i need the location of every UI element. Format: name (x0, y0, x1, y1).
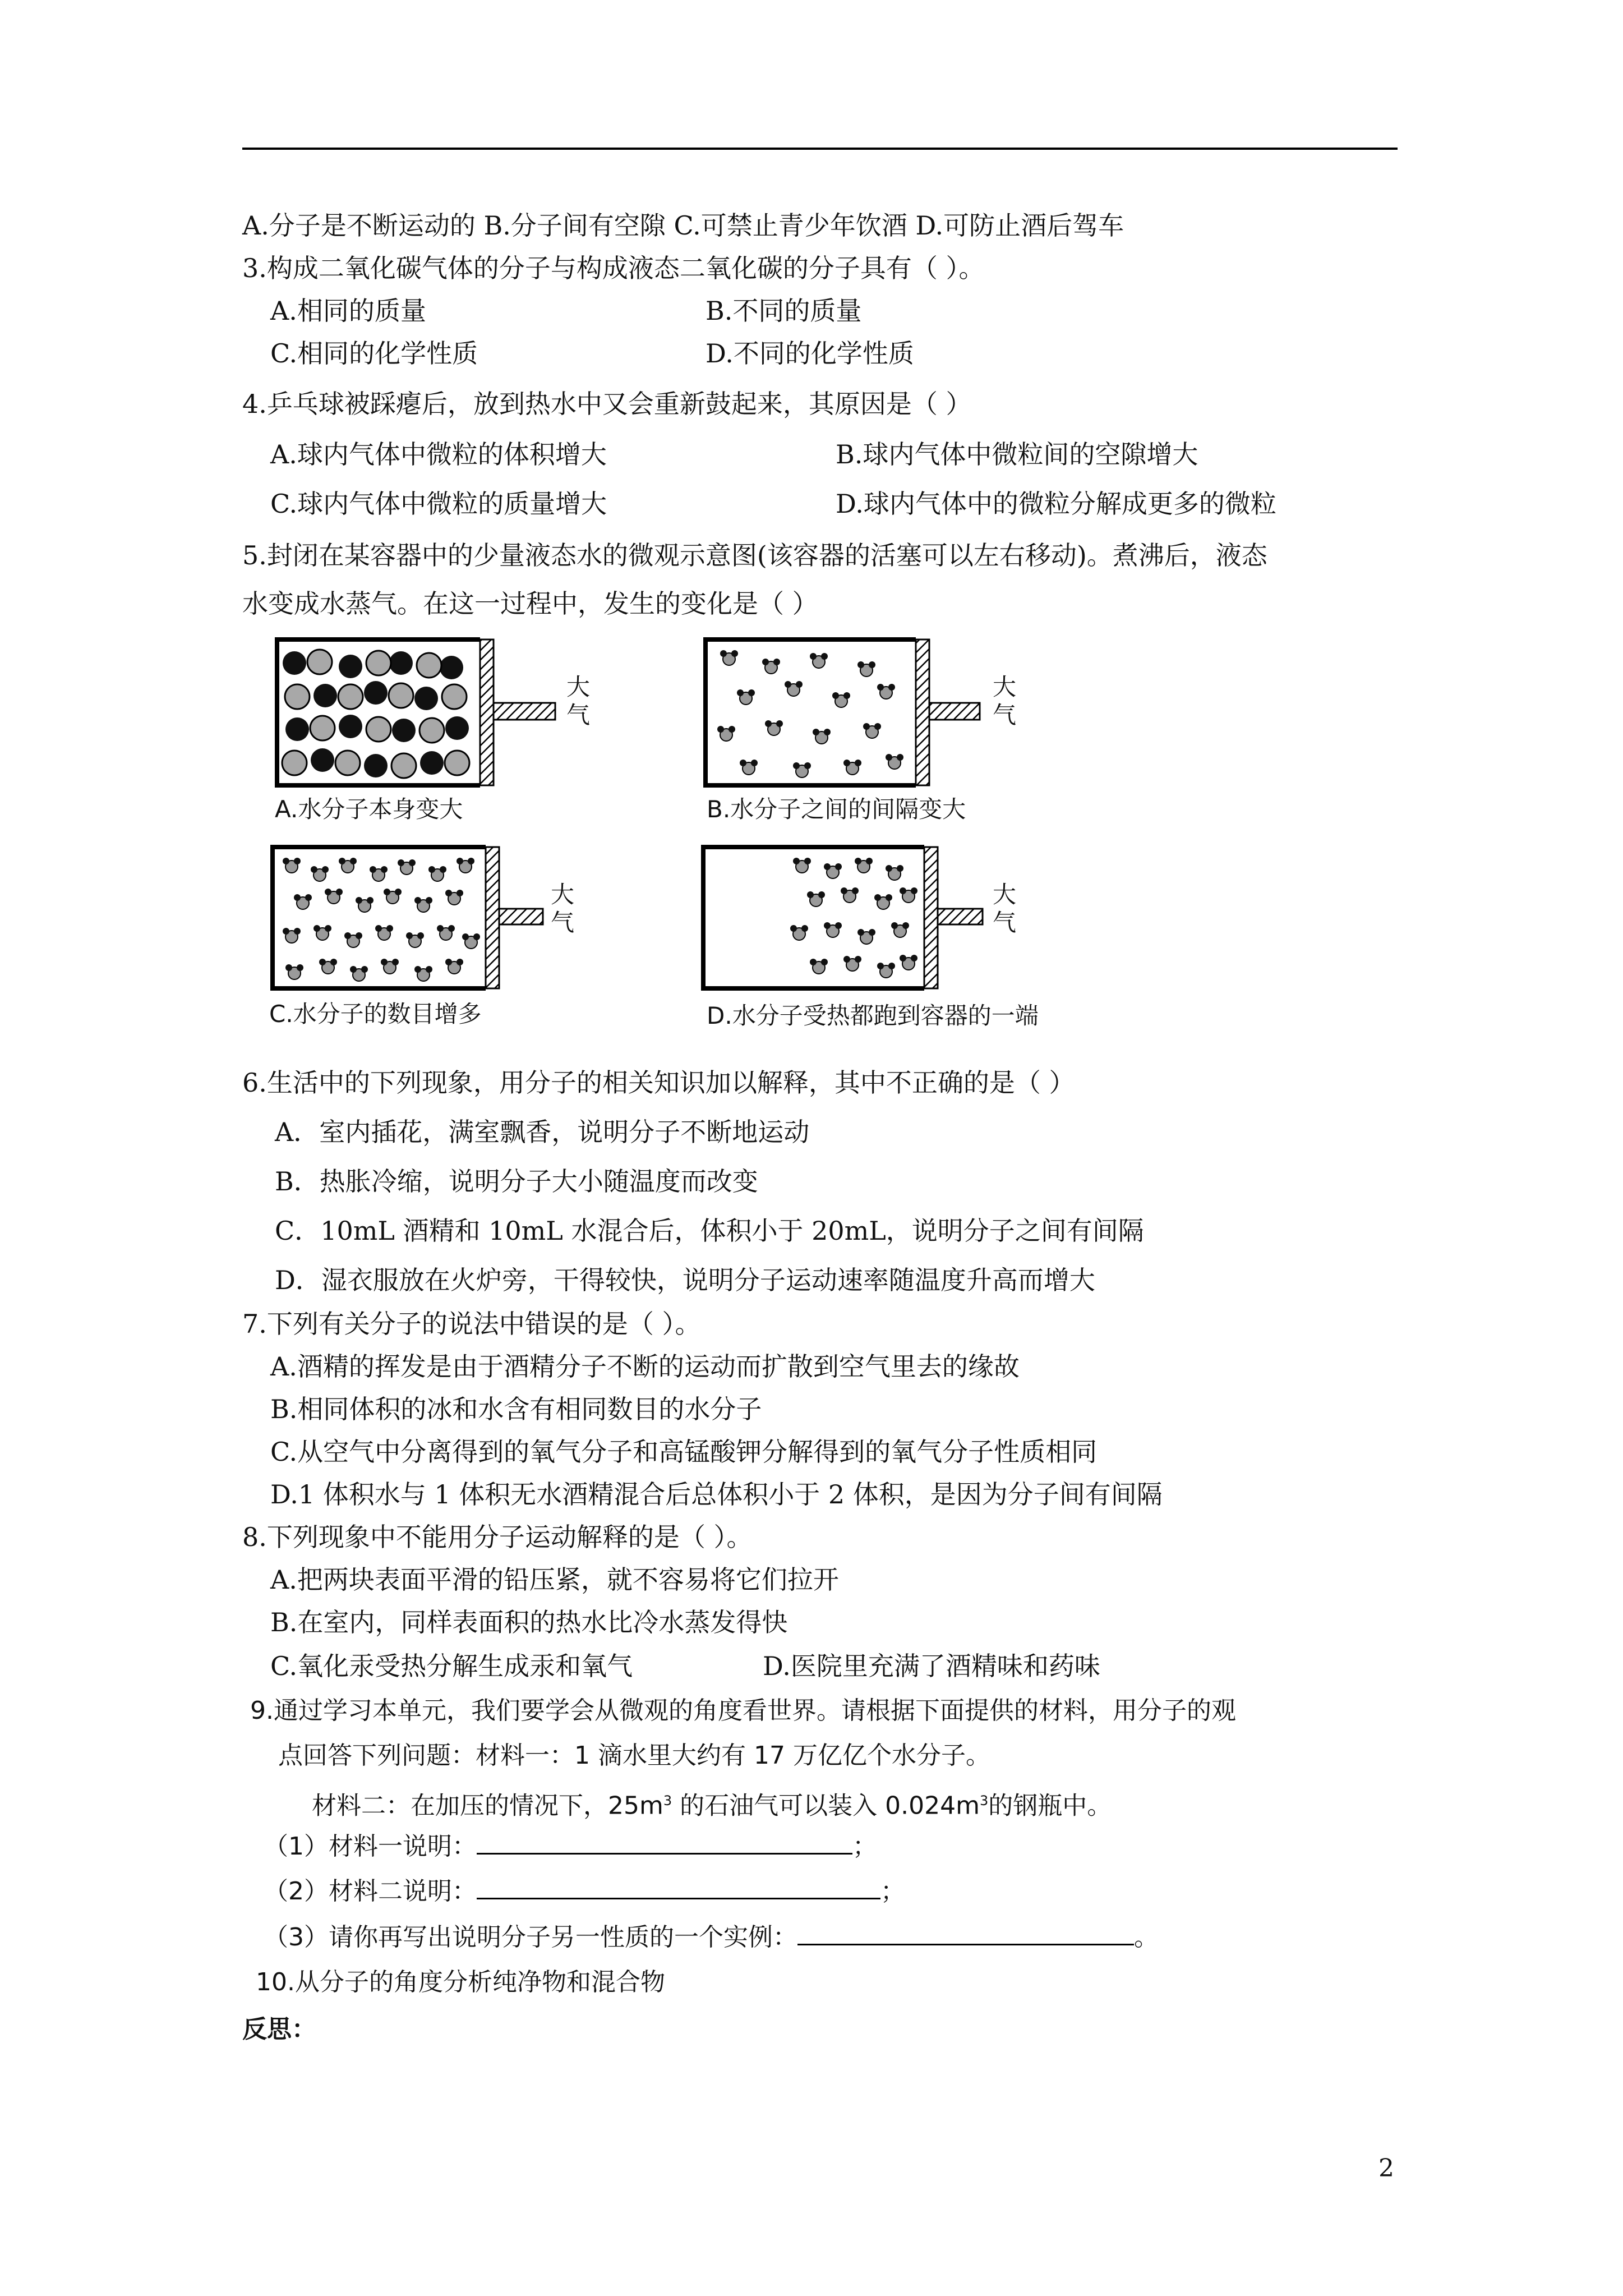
q3-stem: 3.构成二氧化碳气体的分子与构成液态二氧化碳的分子具有（ ）。 (242, 253, 985, 283)
q9-sub2: （2）材料二说明： ； (264, 1875, 905, 1908)
q7-option-c: C.从空气中分离得到的氧气分子和高锰酸钾分解得到的氧气分子性质相同 (270, 1437, 1098, 1467)
q5-stem-line1: 5.封闭在某容器中的少量液态水的微观示意图(该容器的活塞可以左右移动)。煮沸后，液态 (242, 540, 1267, 570)
q7-option-b: B.相同体积的冰和水含有相同数目的水分子 (270, 1394, 762, 1424)
q4-option-c: C.球内气体中微粒的质量增大 (270, 489, 607, 519)
q6-option-b: B．热胀冷缩，说明分子大小随温度而改变 (275, 1166, 758, 1197)
q6-option-a: A．室内插花，满室飘香，说明分子不断地运动 (275, 1117, 810, 1147)
page-number: 2 (1378, 2154, 1394, 2183)
caption-c: C.水分子的数目增多 (269, 1000, 482, 1028)
q5-figure (264, 628, 1127, 1038)
q9-material-two: 材料二：在加压的情况下，$25m^3$ 的石油气可以装入 $0.024m^3$的钢瓶中。 (312, 1791, 1112, 1820)
q8-option-b: B.在室内，同样表面积的热水比冷水蒸发得快 (270, 1607, 788, 1637)
caption-b: B.水分子之间的间隔变大 (707, 795, 966, 823)
header-rule (242, 148, 1398, 150)
q9-stem-line2: 点回答下列问题：材料一：1 滴水里大约有 17 万亿亿个水分子。 (278, 1741, 990, 1770)
q9-answer3-blank[interactable] (797, 1921, 1134, 1945)
q7-option-d: D.1 体积水与 1 体积无水酒精混合后总体积小于 2 体积，是因为分子间有间隔 (270, 1479, 1163, 1510)
q4-stem: 4.乒乓球被踩瘪后，放到热水中又会重新鼓起来，其原因是（ ） (242, 389, 972, 419)
q5-stem-line2: 水变成水蒸气。在这一过程中，发生的变化是（ ） (242, 588, 818, 619)
q10-stem: 10.从分子的角度分析纯净物和混合物 (256, 1968, 665, 1996)
panel-d-atmosphere-label: 大 气 (993, 881, 1017, 936)
q8-option-d: D.医院里充满了酒精味和药味 (763, 1651, 1100, 1681)
q9-answer1-blank[interactable] (477, 1830, 852, 1855)
q9-sub3: （3）请你再写出说明分子另一性质的一个实例： 。 (264, 1921, 1159, 1954)
q8-option-c: C.氧化汞受热分解生成汞和氧气 (270, 1651, 633, 1681)
q3-option-b: B.不同的质量 (706, 296, 862, 326)
q9-answer2-blank[interactable] (477, 1875, 880, 1899)
q9-stem-line1: 9.通过学习本单元，我们要学会从微观的角度看世界。请根据下面提供的材料，用分子的观 (250, 1696, 1236, 1725)
panel-a (277, 639, 555, 785)
panel-c (273, 847, 543, 988)
panel-b-atmosphere-label: 大 气 (993, 673, 1017, 729)
q8-stem: 8.下列现象中不能用分子运动解释的是（ ）。 (242, 1522, 753, 1552)
q4-option-d: D.球内气体中的微粒分解成更多的微粒 (836, 489, 1276, 519)
q9-sub1: （1）材料一说明： ； (264, 1830, 877, 1864)
q6-option-d: D．湿衣服放在火炉旁，干得较快，说明分子运动速率随温度升高而增大 (275, 1265, 1095, 1295)
panel-a-atmosphere-label: 大 气 (566, 673, 591, 729)
caption-a: A.水分子本身变大 (275, 795, 463, 823)
panel-b (706, 639, 980, 785)
panel-c-atmosphere-label: 大 气 (551, 881, 575, 936)
q4-option-a: A.球内气体中微粒的体积增大 (270, 439, 607, 470)
q3-option-c: C.相同的化学性质 (270, 338, 478, 369)
q6-stem: 6.生活中的下列现象，用分子的相关知识加以解释，其中不正确的是（ ） (242, 1068, 1075, 1098)
reflection-label: 反思： (242, 2015, 316, 2044)
panel-d (703, 847, 983, 988)
q2-options: A.分子是不断运动的 B.分子间有空隙 C.可禁止青少年饮酒 D.可防止酒后驾车 (242, 210, 1124, 241)
q7-option-a: A.酒精的挥发是由于酒精分子不断的运动而扩散到空气里去的缘故 (270, 1351, 1020, 1382)
q4-option-b: B.球内气体中微粒间的空隙增大 (836, 439, 1198, 470)
caption-d: D.水分子受热都跑到容器的一端 (707, 1002, 1039, 1029)
q7-stem: 7.下列有关分子的说法中错误的是（ ）。 (242, 1309, 701, 1339)
q6-option-c: C．10mL 酒精和 10mL 水混合后，体积小于 20mL，说明分子之间有间隔 (275, 1216, 1144, 1246)
q8-option-a: A.把两块表面平滑的铅压紧，就不容易将它们拉开 (270, 1565, 839, 1595)
q3-option-a: A.相同的质量 (270, 296, 426, 326)
q3-option-d: D.不同的化学性质 (706, 338, 914, 369)
